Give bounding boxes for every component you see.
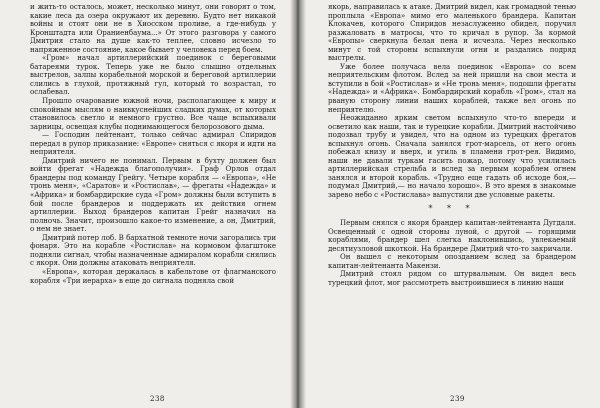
page-number: 239	[450, 395, 465, 403]
paragraph: «Европа», которая держалась в кабельтове от флагманского корабля «Три иерарха» в еще до сигнала подняла свой	[30, 266, 276, 285]
paragraph: — Господин лейтенант, только сейчас адмирал Спиридов передал в рупор приказание: «Европе» сняться с якоря и идти на неприятеля.	[30, 130, 276, 157]
right-page-text	[328, 3, 576, 288]
paragraph: Первым снялся с якоря брандер капитан-лейтенанта Дугдаля. Освещенный с одной стороны луной, с другой — горящими кораблями, брандер шел слегка наклонившись, увлекаемый десятиузловой шкоткой. На брандере Дмитрий что-то закричали.	[328, 218, 576, 253]
section-separator: * * *	[428, 203, 476, 213]
left-page-text	[30, 3, 276, 285]
paragraph: Уже более получаса вела поединок «Европа» со всем неприятельским флотом. Вслед за ней пришли на свои места и вступили в бой «Ростислав» и «Не тронь меня», подошли фрегаты «Надежда» и «Африка». Бомбардирский корабль «Гром», стал на рваную сторону линии наших кораблей, также вел огонь по неприятелю.	[328, 61, 576, 114]
paragraph: Дмитрий потер лоб. В бархатной темноте ночи загорались три фонаря. Это на корабле «Ростислав» на кормовом флагштоке подняли сигнал, чтобы назначенные адмиралом корабли снялись с якоря. Они должны атаковать неприятеля.	[30, 232, 276, 268]
paragraph: Прошло очарование южной ночи, располагающее к миру и спокойным мыслям о наивкуснейших сладких думах, от которых становилось светло и немного грустно. Все чаще вспыхивали зарницы, освещая клубы поднимающегося белорозового дыма.	[30, 96, 276, 131]
paragraph: Неожиданно ярким светом вспыхнуло что-то впереди и осветило как наши, так и турецкие корабли. Дмитрий настойчиво подозвал трубу и увидел, что на одном из турецких фрегатов вспыхнул огонь. Сначала занялся грот-марсель, от него огонь побежал книзу и вверх, и угиль в пламени грот-рея. Видимо, наши не давали туркам гасить пожар, потому что усилилась артиллерийская стрельба и вслед за первым кораблем огнем занялся и второй корабль. «Трудно еще гадать об исходе боя,— подумал Дмитрий,— но начало хорошо». В это время в знакомые зарево небо с «Ростислава» выпустили две условные ракеты.	[328, 113, 576, 200]
right-page	[300, 0, 600, 408]
page-number: 238	[150, 395, 165, 403]
book-gutter	[290, 0, 306, 408]
paragraph: якорь, направилась к атаке. Дмитрий видел, как громадной тенью проплыла «Европа» мимо его маленького брандера. Капитан Клокачев, которого Спиридов незаслуженно обидел, поручил разжаловать в матросы, что то кричал в рупор. За кормой «Европы» сверкнула белая пена и исчезла. Через несколько минут с той стороны вспыхнули огни и раздались подряд выстрелы.	[328, 2, 576, 63]
left-page	[0, 0, 296, 408]
paragraph: и жить-то осталось, может, несколько минут, они говорят о том, какие леса да озера окружают их деревню. Будто нет никакой войны и стоят они не в Хиосском проливе, а где-нибудь у Кронштадта или Ораниенбаума...» От этого разговора у самого Дмитрия стало на душе как-то теплее, словно исчезло то напряженное состояние, какое бывает у человека перед боем.	[30, 2, 276, 54]
paragraph: Дмитрий стоял рядом со штурвальным. Он видел весь турецкий флот, мог рассмотреть выстроившиеся в линию наши	[328, 269, 576, 287]
paragraph: «Гром» начал артиллерийский поединок с береговыми батареями турок. Теперь уже не было слышно отдельных выстрелов, залпы корабельной морской и береговой артиллерии слились в глухой, протяжный гул, который то возрастал, то ослабевал.	[30, 53, 276, 97]
paragraph: Он вышел с некоторым опозданием вслед за брандером капитан-лейтенанта Макензи.	[328, 252, 576, 270]
paragraph: Дмитрий ничего не понимал. Первым в бухту должен был войти фрегат «Надежда благополучия». Граф Орлов отдал брандеры под команду Грейгу. Четыре корабля — «Европа», «Не тронь меня», «Саратов» и «Ростислав», — фрегаты «Надежда» и «Африка» и бомбардирские суда «Гром» должны были вступить в бой после брандеров и поддержать их действия огнем артиллерии. Выход брандеров капитан Грейг назначил на полночь. Значит, произошло какое-то изменение, а он, Дмитрий, о нем не знает.	[30, 155, 276, 234]
